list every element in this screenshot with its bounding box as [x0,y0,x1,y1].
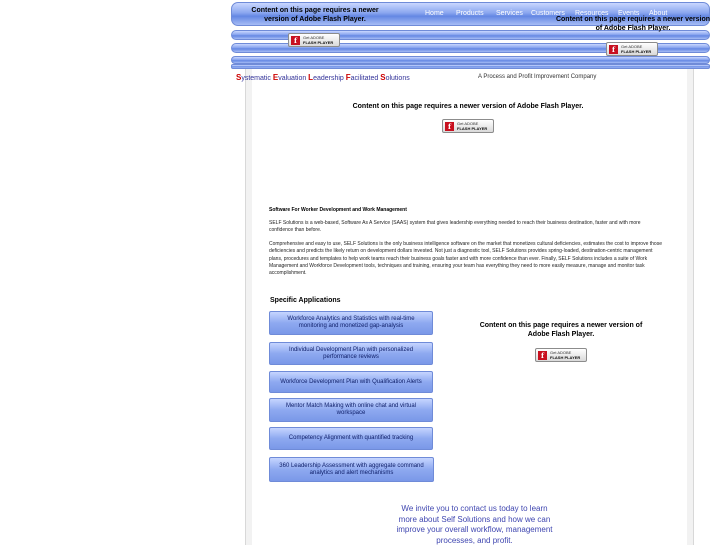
nav-home[interactable]: Home [425,10,444,17]
flash-logo-icon: f [445,122,454,131]
column-shadow-right [687,68,693,545]
company-initial: E [272,73,279,82]
get-flash-player-button[interactable] [442,119,494,133]
flash-badge-line2: FLASH PLAYER [550,355,581,360]
company-tagline: A Process and Profit Improvement Company [478,74,597,80]
company-initial: F [345,73,351,82]
get-flash-player-button[interactable] [606,42,658,56]
column-shadow-left [246,68,252,545]
company-initial: L [308,73,314,82]
nav-events[interactable]: Events [618,10,640,17]
flash-required-message: Content on this page requires a newer version of Adobe Flash Player. [251,7,379,23]
section-title: Software For Worker Development and Work Management [269,207,407,213]
company-name [236,73,410,82]
company-initial: S [380,73,386,82]
nav-resources[interactable]: Resources [575,10,609,17]
intro-paragraph: SELF Solutions is a web-based, Software As A Service (SAAS) system that gives leadership everything needed to reach their business destination, faster and with more confidence than before. [269,220,641,234]
company-word: olutions [385,75,410,82]
app-button-workforce-analytics[interactable]: Workforce Analytics and Statistics with real-time monitoring and monetized gap-analysis [269,311,433,335]
app-button-workforce-development-plan[interactable]: Workforce Development Plan with Qualification Alerts [269,371,433,393]
app-button-360-leadership-assessment[interactable]: 360 Leadership Assessment with aggregate command analytics and alert mechanisms [269,457,434,482]
company-word: valuation [278,75,309,82]
flash-badge-line1: Get ADOBE [457,121,479,126]
flash-required-message: Content on this page requires a newer version of Adobe Flash Player. [479,322,643,338]
flash-logo-icon: f [538,351,547,360]
flash-badge-line1: Get ADOBE [550,350,572,355]
flash-required-message: Content on this page requires a newer version of Adobe Flash Player. [555,16,711,32]
app-button-mentor-match-making[interactable]: Mentor Match Making with online chat and virtual workspace [269,398,433,422]
flash-logo-icon: f [609,45,618,54]
flash-badge-line1: Get ADOBE [303,35,325,40]
nav-products[interactable]: Products [456,10,484,17]
app-button-competency-alignment[interactable]: Competency Alignment with quantified tracking [269,427,433,450]
get-flash-player-button[interactable] [288,33,340,47]
header-stripe [231,56,710,64]
app-button-individual-development-plan[interactable]: Individual Development Plan with personalized performance reviews [269,342,433,365]
description-paragraph: Comprehensive and easy to use, SELF Solutions is the only business intelligence software on the market that monetizes cultural deficiencies, estimates the cost to improve those deficiencies and predicts the likely return on development dollars invested. Not just a diagnostic tool, SELF Solutions provides spring-loaded, destination-centric management plans, procedures and templates to help work teams reach their business goals faster and with more confidence than ever. Finally, SELF Solutions includes a suite of Work Management and Workforce Development tools, techniques and training, ensuring your team has everything they need to more easily measure, manage and monitor task accomplishment. [269,241,662,277]
company-word: acilitated [350,75,381,82]
company-word: eadership [313,75,346,82]
get-flash-player-button[interactable] [535,348,587,362]
flash-required-message: Content on this page requires a newer version of Adobe Flash Player. [352,103,584,110]
nav-services[interactable]: Services [496,10,523,17]
flash-badge-line2: FLASH PLAYER [621,49,652,54]
invite-message: We invite you to contact us today to learn more about Self Solutions and how we can improve your overall workflow, management processes, and profit. [396,504,553,545]
company-initial: S [236,73,242,82]
flash-badge-line2: FLASH PLAYER [303,40,334,45]
nav-about[interactable]: About [649,10,668,17]
company-word: ystematic [241,75,273,82]
flash-badge-line1: Get ADOBE [621,44,643,49]
page-background [0,0,246,545]
header-stripe [231,64,710,69]
nav-customers[interactable]: Customers [531,10,565,17]
flash-badge-line2: FLASH PLAYER [457,126,488,131]
specific-applications-title: Specific Applications [270,297,341,304]
flash-logo-icon: f [291,36,300,45]
